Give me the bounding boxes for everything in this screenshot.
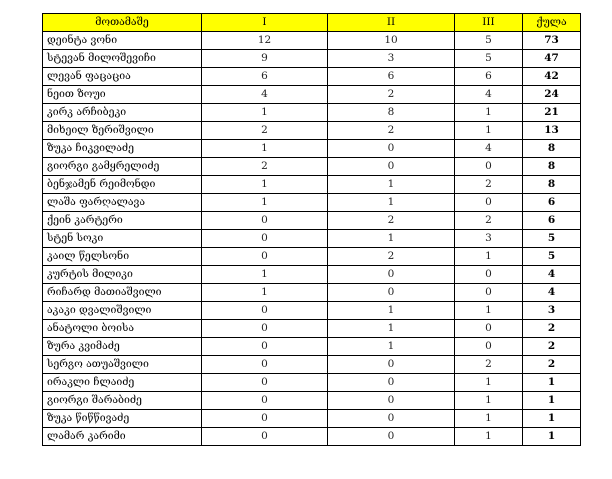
table-row [43, 356, 581, 374]
table-row [43, 230, 581, 248]
table-row [43, 338, 581, 356]
round-3-cell: 4 [455, 86, 523, 104]
table-row [43, 32, 581, 50]
round-1-cell: 0 [202, 248, 328, 266]
total-cell: 24 [523, 86, 581, 104]
header-round-2: II [328, 14, 455, 32]
round-1-cell: 1 [202, 176, 328, 194]
player-name-cell: კურტის მილიკი [43, 266, 202, 284]
table-row [43, 392, 581, 410]
table-row [43, 194, 581, 212]
round-3-cell: 1 [455, 410, 523, 428]
round-3-cell: 2 [455, 176, 523, 194]
round-1-cell: 0 [202, 338, 328, 356]
header-player: მოთამაშე [43, 14, 202, 32]
player-name-cell: ლევან ფაცაცია [43, 68, 202, 86]
round-1-cell: 1 [202, 104, 328, 122]
table-row [43, 248, 581, 266]
total-cell: 8 [523, 140, 581, 158]
total-cell: 2 [523, 320, 581, 338]
round-2-cell: 0 [328, 266, 455, 284]
total-cell: 6 [523, 212, 581, 230]
round-1-cell: 2 [202, 158, 328, 176]
round-1-cell: 2 [202, 122, 328, 140]
player-name-cell: სტენ სოკი [43, 230, 202, 248]
round-3-cell: 1 [455, 428, 523, 446]
table-body [43, 32, 581, 446]
round-2-cell: 0 [328, 158, 455, 176]
round-1-cell: 0 [202, 356, 328, 374]
table-row [43, 266, 581, 284]
round-2-cell: 8 [328, 104, 455, 122]
round-2-cell: 6 [328, 68, 455, 86]
player-name-cell: ლამარ კარიმი [43, 428, 202, 446]
round-2-cell: 2 [328, 212, 455, 230]
round-1-cell: 0 [202, 230, 328, 248]
round-1-cell: 0 [202, 212, 328, 230]
round-1-cell: 0 [202, 392, 328, 410]
round-2-cell: 0 [328, 356, 455, 374]
round-3-cell: 2 [455, 356, 523, 374]
player-name-cell: მიხეილ ზერიშვილი [43, 122, 202, 140]
round-2-cell: 1 [328, 338, 455, 356]
player-name-cell: რიჩარდ მათიაშვილი [43, 284, 202, 302]
player-name-cell: კაილ წელსონი [43, 248, 202, 266]
total-cell: 1 [523, 392, 581, 410]
round-1-cell: 12 [202, 32, 328, 50]
round-3-cell: 5 [455, 32, 523, 50]
table-row [43, 212, 581, 230]
total-cell: 1 [523, 410, 581, 428]
round-3-cell: 0 [455, 194, 523, 212]
round-2-cell: 0 [328, 410, 455, 428]
table-row [43, 122, 581, 140]
round-1-cell: 1 [202, 284, 328, 302]
round-1-cell: 1 [202, 194, 328, 212]
round-3-cell: 0 [455, 266, 523, 284]
round-1-cell: 9 [202, 50, 328, 68]
header-round-1: I [202, 14, 328, 32]
round-3-cell: 1 [455, 302, 523, 320]
round-3-cell: 3 [455, 230, 523, 248]
table-row [43, 140, 581, 158]
round-1-cell: 1 [202, 140, 328, 158]
round-1-cell: 0 [202, 320, 328, 338]
total-cell: 8 [523, 158, 581, 176]
table-row [43, 158, 581, 176]
round-2-cell: 0 [328, 284, 455, 302]
player-name-cell: ზურა კვიმაძე [43, 338, 202, 356]
round-2-cell: 2 [328, 248, 455, 266]
total-cell: 3 [523, 302, 581, 320]
player-name-cell: ნეით ზოუი [43, 86, 202, 104]
table-row [43, 302, 581, 320]
player-name-cell: ლაშა ფარღალავა [43, 194, 202, 212]
round-1-cell: 1 [202, 266, 328, 284]
round-3-cell: 2 [455, 212, 523, 230]
player-name-cell: ირაკლი ჩლაიძე [43, 374, 202, 392]
total-cell: 6 [523, 194, 581, 212]
table-row [43, 284, 581, 302]
player-name-cell: ზუკა წიწწივაძე [43, 410, 202, 428]
round-2-cell: 1 [328, 176, 455, 194]
total-cell: 5 [523, 248, 581, 266]
player-name-cell: დეინტა ვონი [43, 32, 202, 50]
player-name-cell: გიორგი შარაბიძე [43, 392, 202, 410]
round-2-cell: 1 [328, 302, 455, 320]
round-2-cell: 1 [328, 194, 455, 212]
table-row [43, 428, 581, 446]
round-1-cell: 6 [202, 68, 328, 86]
round-2-cell: 3 [328, 50, 455, 68]
total-cell: 4 [523, 266, 581, 284]
round-1-cell: 0 [202, 410, 328, 428]
table-row [43, 374, 581, 392]
total-cell: 2 [523, 356, 581, 374]
table-header [43, 14, 581, 32]
table-row [43, 410, 581, 428]
round-1-cell: 0 [202, 428, 328, 446]
round-2-cell: 0 [328, 374, 455, 392]
player-name-cell: ქეინ კარტერი [43, 212, 202, 230]
header-row [43, 14, 581, 32]
total-cell: 2 [523, 338, 581, 356]
total-cell: 1 [523, 374, 581, 392]
round-3-cell: 1 [455, 392, 523, 410]
round-2-cell: 1 [328, 320, 455, 338]
table-row [43, 86, 581, 104]
total-cell: 21 [523, 104, 581, 122]
total-cell: 4 [523, 284, 581, 302]
table-row [43, 68, 581, 86]
table-row [43, 104, 581, 122]
header-round-3: III [455, 14, 523, 32]
round-3-cell: 4 [455, 140, 523, 158]
scores-table [42, 13, 581, 446]
round-3-cell: 6 [455, 68, 523, 86]
round-2-cell: 1 [328, 230, 455, 248]
total-cell: 47 [523, 50, 581, 68]
round-3-cell: 1 [455, 104, 523, 122]
total-cell: 13 [523, 122, 581, 140]
total-cell: 8 [523, 176, 581, 194]
player-name-cell: ანატოლი ბოისა [43, 320, 202, 338]
round-3-cell: 5 [455, 50, 523, 68]
header-total: ქულა [523, 14, 581, 32]
total-cell: 73 [523, 32, 581, 50]
round-2-cell: 0 [328, 428, 455, 446]
player-name-cell: აკაკი დვალიშვილი [43, 302, 202, 320]
round-3-cell: 1 [455, 248, 523, 266]
player-name-cell: გიორგი გამყრელიძე [43, 158, 202, 176]
round-2-cell: 0 [328, 392, 455, 410]
round-1-cell: 0 [202, 302, 328, 320]
round-2-cell: 0 [328, 140, 455, 158]
total-cell: 1 [523, 428, 581, 446]
round-3-cell: 0 [455, 284, 523, 302]
player-name-cell: ზუკა ჩიკვილაძე [43, 140, 202, 158]
player-name-cell: სტევან მილოშევიჩი [43, 50, 202, 68]
total-cell: 42 [523, 68, 581, 86]
table-row [43, 176, 581, 194]
round-3-cell: 1 [455, 374, 523, 392]
player-name-cell: სერგო ათუაშვილი [43, 356, 202, 374]
table-row [43, 320, 581, 338]
table-row [43, 50, 581, 68]
round-3-cell: 0 [455, 158, 523, 176]
total-cell: 5 [523, 230, 581, 248]
round-3-cell: 0 [455, 338, 523, 356]
round-2-cell: 2 [328, 122, 455, 140]
round-3-cell: 1 [455, 122, 523, 140]
round-1-cell: 0 [202, 374, 328, 392]
round-2-cell: 10 [328, 32, 455, 50]
round-3-cell: 0 [455, 320, 523, 338]
round-1-cell: 4 [202, 86, 328, 104]
player-name-cell: კირკ არჩიბეკი [43, 104, 202, 122]
player-name-cell: ბენჯამენ რეიმონდი [43, 176, 202, 194]
round-2-cell: 2 [328, 86, 455, 104]
